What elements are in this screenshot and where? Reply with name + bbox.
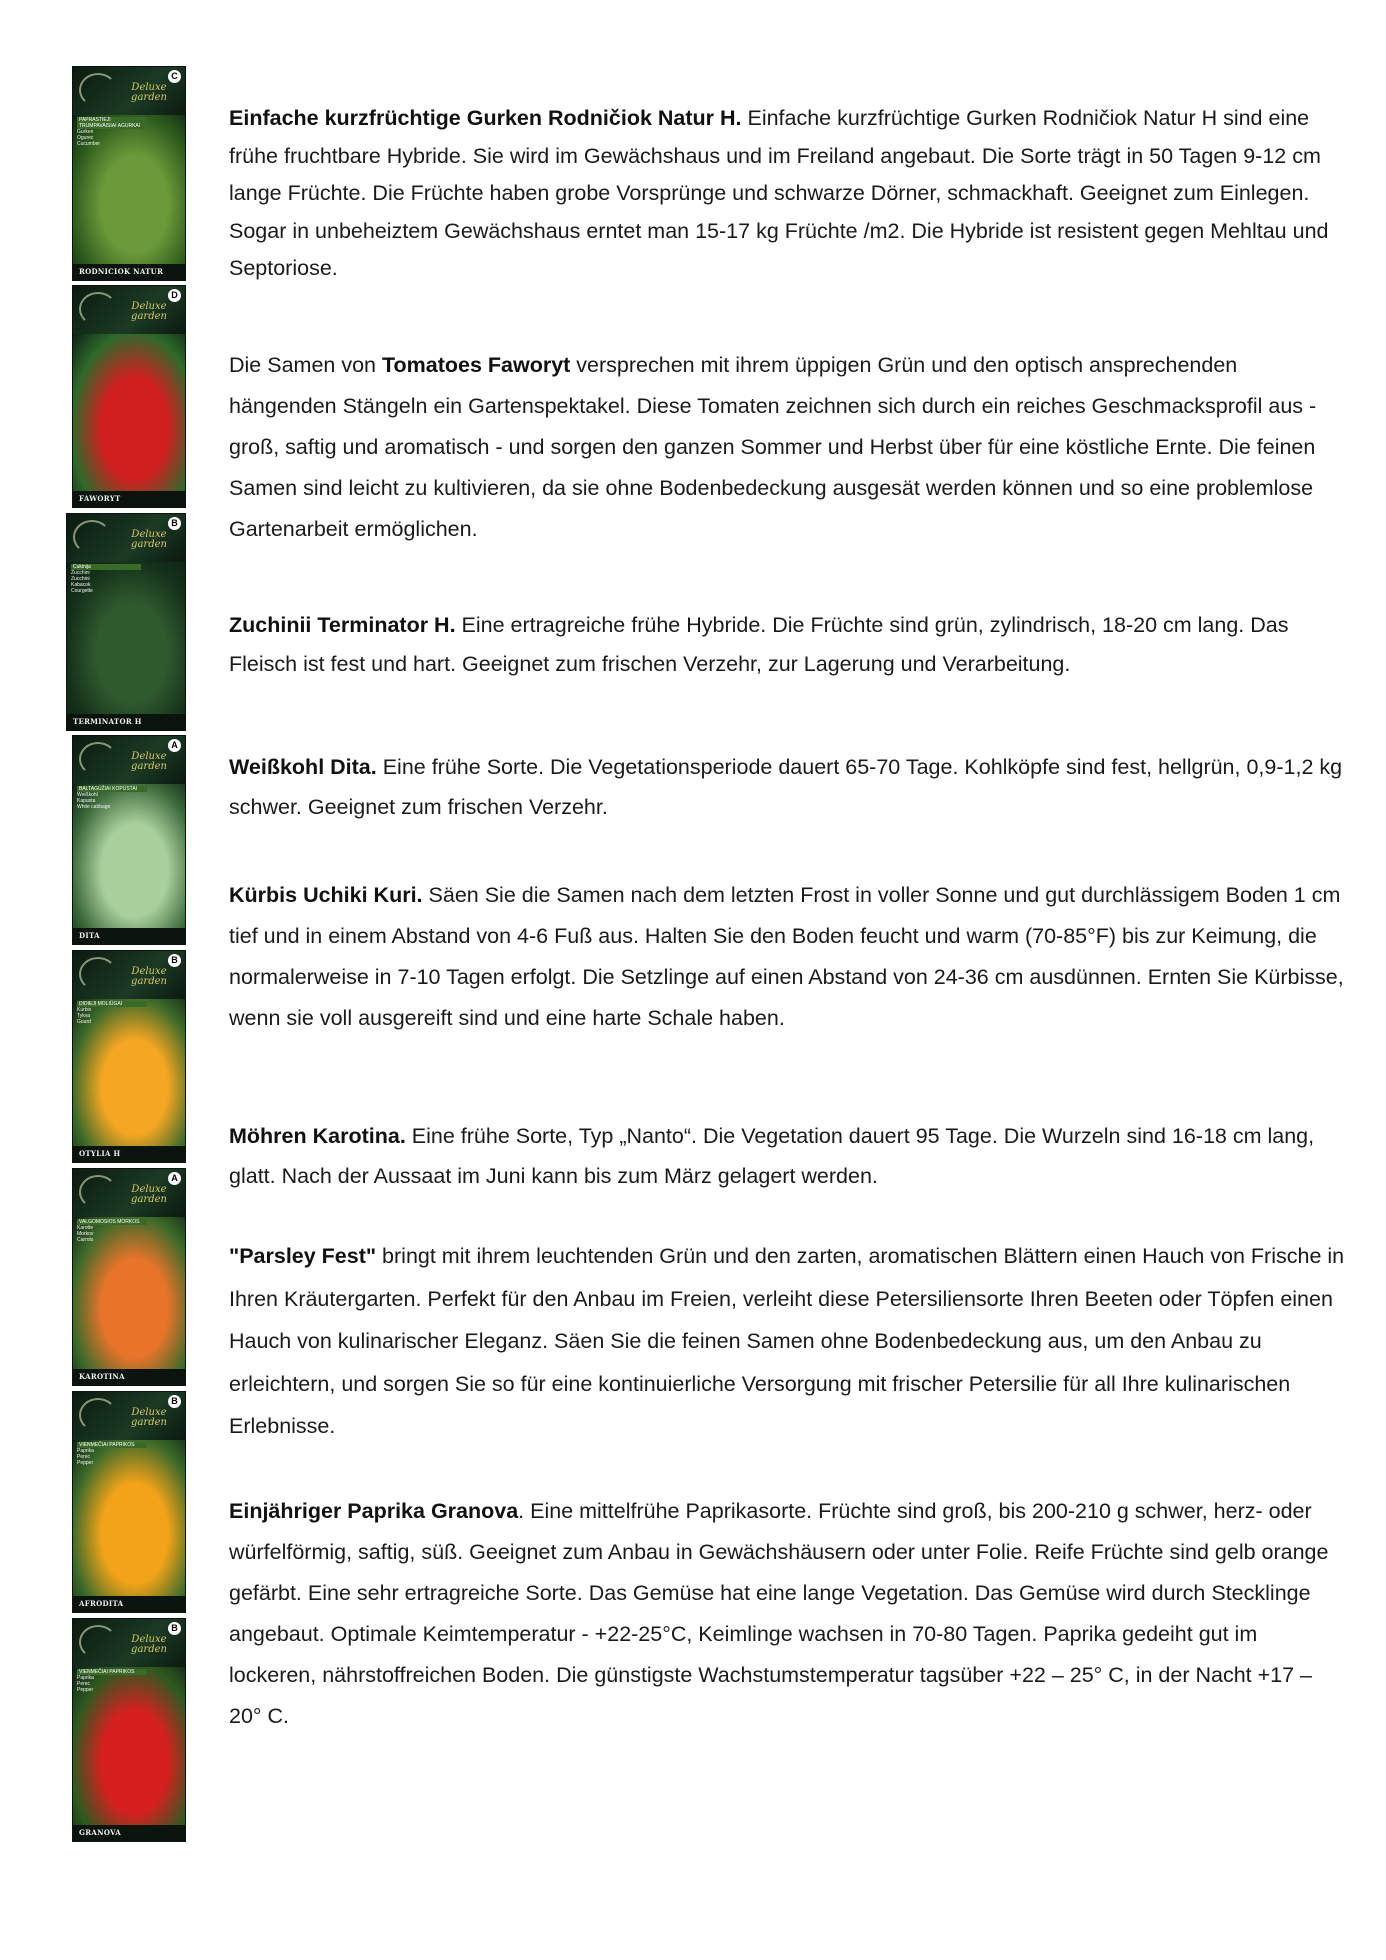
entry-text: Eine frühe Sorte. Die Vegetationsperiode dauert 65-70 Tage. Kohlköpfe sind fest, hellgrün, 0,9-1,2 kg schwer. Geeignet zum frischen Verzehr. <box>229 755 1343 819</box>
packet-label: GRANOVA <box>73 1825 185 1841</box>
brand-logo: Deluxe garden <box>131 1407 167 1428</box>
entry-pumpkin <box>229 875 1349 1039</box>
entry-text: versprechen mit ihrem üppigen Grün und den optisch ansprechenden hängenden Stängeln ein Gartenspektakel. Diese Tomaten zeichnen sich durch ein reiches Geschmacksprofil aus - groß, saftig und aromatisch - und sorgen den ganzen Sommer und Herbst über für eine köstliche Ernte. Die feinen Samen sind leicht zu kultivieren, da sie ohne Bodenbedeckung ausgesät werden können und so eine problemlose Gartenarbeit ermöglichen. <box>229 353 1317 541</box>
entry-title: Möhren Karotina. <box>229 1124 406 1148</box>
packet-text: DIDIEJI MOLIŪGAI Kürbis Tykva Gourd <box>77 1001 147 1025</box>
grade-badge: C <box>168 70 181 83</box>
grade-badge: D <box>168 289 181 302</box>
seed-packet-granova <box>72 1618 186 1842</box>
brand-logo: Deluxe garden <box>131 529 167 550</box>
seed-packet-terminator <box>66 513 186 731</box>
entry-text: bringt mit ihrem leuchtenden Grün und den zarten, aromatischen Blättern einen Hauch von Frische in Ihren Kräutergarten. Perfekt für den Anbau im Freien, verleiht diese Petersiliensorte Ihren Beeten oder Töpfen einen Hauch von kulinarischer Eleganz. Säen Sie die feinen Samen ohne Bodenbedeckung aus, um den Anbau zu erleichtern, und sorgen Sie so für eine kontinuierliche Versorgung mit frischer Petersilie für all Ihre kulinarischen Erlebnisse. <box>229 1244 1345 1438</box>
grade-badge: B <box>168 954 181 967</box>
entry-text: Eine frühe Sorte, Typ „Nanto“. Die Vegetation dauert 95 Tage. Die Wurzeln sind 16-18 cm lang, glatt. Nach der Aussaat im Juni kann bis zum März gelagert werden. <box>229 1124 1315 1188</box>
packet-label: AFRODITA <box>73 1596 185 1612</box>
entry-text: Eine ertragreiche frühe Hybride. Die Früchte sind grün, zylindrisch, 18-20 cm lang. Das Fleisch ist fest und hart. Geeignet zum frischen Verzehr, zur Lagerung und Verarbeitung. <box>229 613 1289 676</box>
entry-parsley <box>229 1235 1349 1448</box>
brand-logo: Deluxe garden <box>131 966 167 987</box>
seed-packet-karotina <box>72 1168 186 1386</box>
entry-prefix: Die Samen von <box>229 353 382 377</box>
seed-packet-afrodita <box>72 1391 186 1613</box>
grade-badge: B <box>168 1622 181 1635</box>
entry-title: Kürbis Uchiki Kuri. <box>229 883 423 907</box>
entry-title: Weißkohl Dita. <box>229 755 377 779</box>
seed-packet-faworyt <box>72 285 186 508</box>
entry-tomato <box>229 345 1349 550</box>
packet-label: DITA <box>73 928 185 944</box>
packet-label: RODNICIOK NATUR <box>73 264 185 280</box>
packet-text: VALGOMOSIOS MORKOS Karotte Morkov Carrots <box>77 1219 147 1243</box>
seed-packet-dita <box>72 735 186 945</box>
brand-logo: Deluxe garden <box>131 1634 167 1655</box>
grade-badge: B <box>168 517 181 530</box>
entry-text: Säen Sie die Samen nach dem letzten Frost in voller Sonne und gut durchlässigem Boden 1 cm tief und in einem Abstand von 4-6 Fuß aus. Halten Sie den Boden feucht und warm (70-85°F) bis zur Keimung, die normalerweise in 7-10 Tagen erfolgt. Die Setzlinge auf einen Abstand von 24-36 cm ausdünnen. Ernten Sie Kürbisse, wenn sie voll ausgereift sind und eine harte Schale haben. <box>229 883 1344 1030</box>
entry-zucchini <box>229 606 1349 684</box>
packet-text: Cukinija Zucchini Zucchini Kabacok Courgette <box>71 564 141 594</box>
brand-logo: Deluxe garden <box>131 82 167 103</box>
entry-text: . Eine mittelfrühe Paprikasorte. Früchte sind groß, bis 200-210 g schwer, herz- oder würfelförmig, saftig, süß. Geeignet zum Anbau in Gewächshäusern oder unter Folie. Reife Früchte sind gelb orange gefärbt. Eine sehr ertragreiche Sorte. Das Gemüse hat eine lange Vegetation. Das Gemüse wird durch Stecklinge angebaut. Optimale Keimtemperatur - +22-25°C, Keimlinge wachsen in 70-80 Tagen. Paprika gedeiht gut im lockeren, nährstoffreichen Boden. Die günstigste Wachstumstemperatur tagsüber +22 – 25° C, in der Nacht +17 – 20° C. <box>229 1499 1329 1728</box>
entry-cucumber <box>229 100 1349 288</box>
entry-title: "Parsley Fest" <box>229 1244 377 1268</box>
tomato-photo <box>73 334 185 491</box>
packet-label: KAROTINA <box>73 1369 185 1385</box>
packet-label: OTYLIA H <box>73 1146 185 1162</box>
entry-title: Zuchinii Terminator H. <box>229 613 456 637</box>
grade-badge: B <box>168 1395 181 1408</box>
brand-logo: Deluxe garden <box>131 1184 167 1205</box>
entry-title: Tomatoes Faworyt <box>381 353 571 377</box>
entry-text: Einfache kurzfrüchtige Gurken Rodničiok Natur H sind eine frühe fruchtbare Hybride. Sie wird im Gewächshaus und im Freiland angebaut. Die Sorte trägt in 50 Tagen 9-12 cm lange Früchte. Die Früchte haben grobe Vorsprünge und schwarze Dörner, schmackhaft. Geeignet zum Einlegen. Sogar in unbeheiztem Gewächshaus erntet man 15-17 kg Früchte /m2. Die Hybride ist resistent gegen Mehltau und Septoriose. <box>229 106 1329 280</box>
entry-title: Einjähriger Paprika Granova <box>229 1499 519 1523</box>
entry-cabbage <box>229 747 1349 827</box>
entry-carrot <box>229 1116 1349 1196</box>
seed-packet-otylia <box>72 950 186 1163</box>
grade-badge: A <box>168 739 181 752</box>
packet-text: VIENMEČIAI PAPRIKOS Paprika Perec Pepper <box>77 1669 147 1693</box>
packet-text: PAPRASTIEJI TRUMPAVAISIAI AGURKAI Gurken Ogurec Cucumber <box>77 117 147 147</box>
entry-paprika <box>229 1491 1349 1737</box>
entry-title: Einfache kurzfrüchtige Gurken Rodničiok Natur H. <box>229 106 742 130</box>
packet-label: FAWORYT <box>73 491 185 507</box>
packet-label: TERMINATOR H <box>67 714 185 730</box>
packet-text: BALTAGŪŽIAI KOPŪSTAI Weißkohl Kapusta White cabbage <box>77 786 147 810</box>
grade-badge: A <box>168 1172 181 1185</box>
brand-logo: Deluxe garden <box>131 301 167 322</box>
seed-packet-rodniciok <box>72 66 186 281</box>
brand-logo: Deluxe garden <box>131 751 167 772</box>
packet-text: VIENMEČIAI PAPRIKOS Paprika Perec Pepper <box>77 1442 147 1466</box>
